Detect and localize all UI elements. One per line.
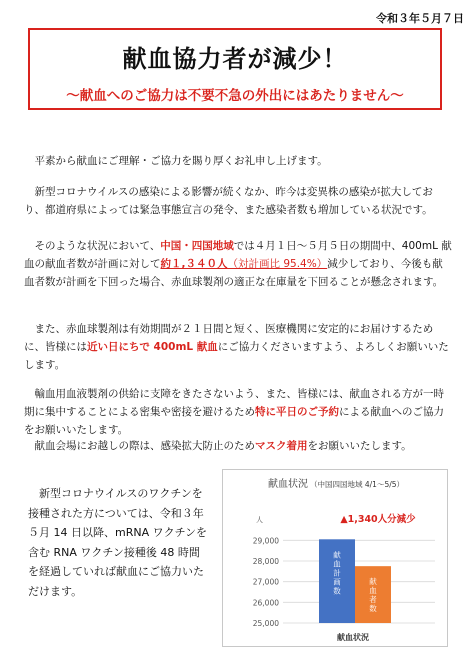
chart-title-main: 献血状況 bbox=[267, 479, 308, 490]
donation-chart-svg bbox=[223, 470, 449, 648]
subtitle-mid: へのご協力は bbox=[106, 88, 188, 104]
shortage-text-c: 減少しており、今後も献血者数が計画を下回った場合、赤血球製剤の適正な在庫量を下回ることが懸念されます。 bbox=[24, 258, 444, 288]
subtitle-essential: 不要不急の外出 bbox=[187, 88, 283, 104]
drop-highlight: 約１,３４０人 bbox=[160, 258, 228, 270]
chart-title-sub: （中国四国地域 4/1～5/5） bbox=[309, 480, 405, 489]
ratio-highlight: （対計画比 95.4%） bbox=[227, 258, 328, 270]
vaccine-paragraph: 新型コロナウイルスのワクチンを接種された方については、令和３年５月 14 日以降、mRNA ワクチンを含む RNA ワクチン接種後 48 時間を経過していれば献血にご協力いただけます。 bbox=[28, 487, 208, 598]
chart-title bbox=[268, 477, 404, 490]
region-highlight: 中国・四国地域 bbox=[160, 240, 234, 252]
issue-date: 令和３年５月７日 bbox=[376, 12, 464, 25]
reservation-paragraph bbox=[24, 385, 452, 439]
near-date-highlight: 近い日にちで 400mL 献血 bbox=[87, 341, 218, 353]
donation-chart bbox=[222, 469, 448, 647]
y-tick-label: 26,000 bbox=[252, 598, 279, 608]
situation-paragraph: 新型コロナウイルスの感染による影響が続くなか、昨今は変異株の感染が拡大しており、都道府県によっては緊急事態宣言の発令、また感染者数も増加している状況です。 bbox=[24, 186, 433, 216]
y-tick-label: 27,000 bbox=[252, 577, 279, 587]
subtitle-open: ～ bbox=[66, 88, 80, 104]
mask-highlight: マスク着用 bbox=[255, 440, 308, 452]
y-tick-label: 25,000 bbox=[252, 619, 279, 628]
bar-actual-label: 献血者数 bbox=[369, 577, 377, 614]
mask-text-a: 献血会場にお越しの際は、感染拡大防止のため bbox=[34, 440, 255, 452]
decrease-annotation: ▲1,340人分減少 bbox=[340, 514, 416, 525]
bar-plan-label: 献血計画数 bbox=[333, 550, 341, 596]
y-axis-ticks bbox=[253, 536, 279, 628]
page-subtitle bbox=[30, 84, 440, 104]
weekday-highlight: 特に平日のご予約 bbox=[255, 406, 339, 418]
mask-text-b: をお願いいたします。 bbox=[307, 440, 412, 452]
subtitle-blood: 献血 bbox=[79, 88, 107, 104]
mask-paragraph bbox=[24, 437, 452, 455]
shortage-paragraph bbox=[24, 237, 452, 291]
shortage-text-a: そのような状況において、 bbox=[34, 240, 161, 252]
red-cell-paragraph bbox=[24, 320, 452, 374]
page-title: 献血協力者が減少！ bbox=[122, 45, 348, 73]
greeting-paragraph: 平素から献血にご理解・ご協力を賜り厚くお礼申し上げます。 bbox=[34, 155, 328, 167]
reservation-text-a: 輸血用血液製剤の供給に支障をきたさないよう、また、皆様には、献血される方が一時期に集中することによる密集や密接を避けるため bbox=[24, 388, 444, 418]
reservation-text-b: による献血へのご協力をお願いいたします。 bbox=[24, 406, 444, 436]
x-axis-label: 献血状況 bbox=[337, 633, 369, 642]
shortage-text-b: では４月１日～５月５日の期間中、400mL 献血の献血者数が計画に対して bbox=[24, 240, 452, 270]
chart-bars bbox=[319, 539, 391, 623]
headline-box bbox=[28, 28, 442, 110]
red-cell-text-b: にご協力くださいますよう、よろしくお願いいたします。 bbox=[24, 341, 449, 371]
y-unit-label: 人 bbox=[256, 516, 263, 524]
subtitle-end: にはあたりません～ bbox=[282, 88, 404, 104]
y-tick-label: 29,000 bbox=[252, 536, 279, 546]
y-tick-label: 28,000 bbox=[252, 557, 279, 566]
red-cell-text-a: また、赤血球製剤は有効期間が２１日間と短く、医療機関に安定的にお届けするために、皆様には bbox=[24, 323, 434, 353]
